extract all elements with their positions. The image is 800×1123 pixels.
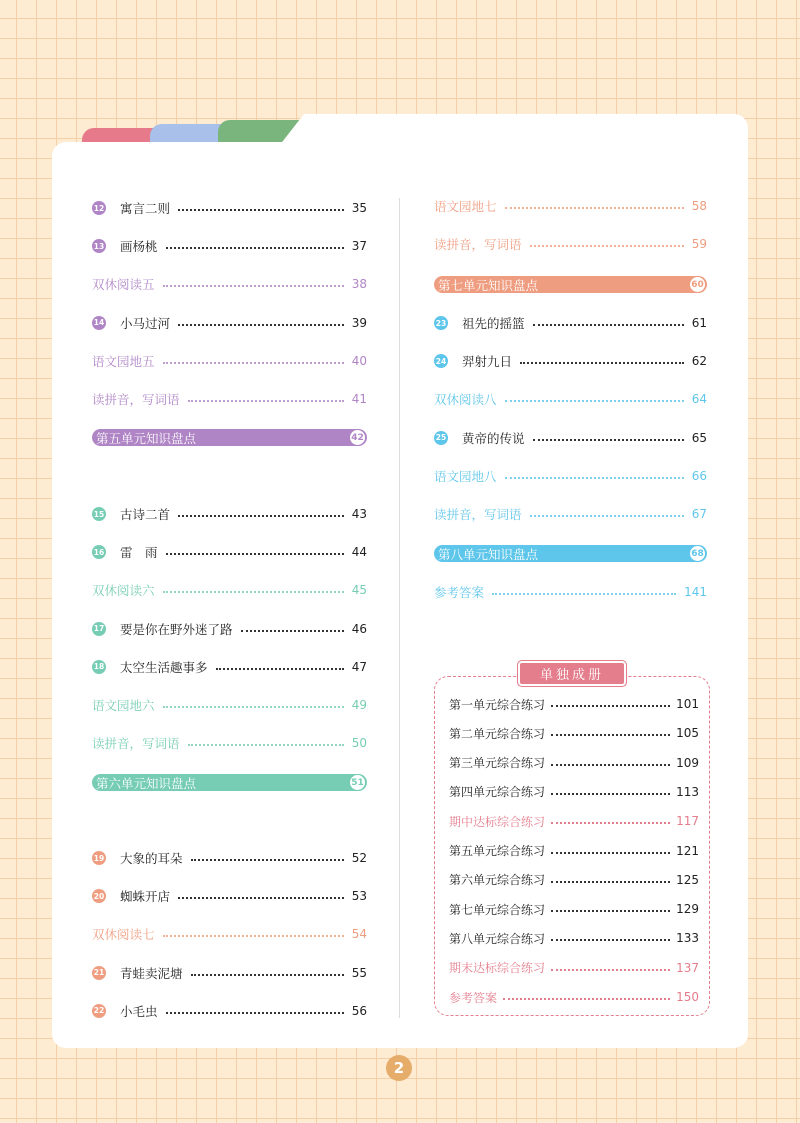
unit-review-page: 60 bbox=[690, 277, 705, 292]
dot-leader bbox=[166, 1012, 344, 1014]
booklet-entry[interactable] bbox=[449, 900, 699, 918]
dot-leader bbox=[178, 515, 344, 517]
toc-entry[interactable] bbox=[434, 582, 707, 602]
toc-entry-title: 参考答案 bbox=[434, 585, 485, 600]
dot-leader bbox=[551, 764, 670, 766]
toc-entry-page: 43 bbox=[351, 507, 367, 521]
dot-leader bbox=[533, 439, 684, 441]
booklet-entry[interactable] bbox=[449, 754, 699, 772]
dot-leader bbox=[551, 822, 670, 824]
toc-entry[interactable] bbox=[92, 389, 367, 409]
toc-entry-title: 大象的耳朵 bbox=[120, 851, 183, 866]
toc-entry-title: 小毛虫 bbox=[120, 1003, 158, 1019]
booklet-entry-title: 期末达标综合练习 bbox=[449, 961, 546, 976]
dot-leader bbox=[551, 734, 670, 736]
booklet-entry-page: 125 bbox=[676, 872, 699, 887]
dot-leader bbox=[505, 400, 684, 402]
dot-leader bbox=[241, 630, 344, 632]
booklet-entry-title: 第一单元综合练习 bbox=[449, 697, 546, 712]
booklet-entry-page: 133 bbox=[676, 931, 699, 946]
toc-entry[interactable] bbox=[92, 313, 367, 333]
toc-entry-title: 读拼音，写词语 bbox=[92, 736, 180, 752]
toc-entry-page: 56 bbox=[351, 1003, 367, 1018]
toc-entry-title: 双休阅读五 bbox=[92, 277, 155, 293]
toc-entry-title: 语文园地七 bbox=[434, 199, 497, 214]
toc-entry[interactable] bbox=[92, 1001, 367, 1021]
booklet-title: 单独成册 bbox=[520, 663, 624, 684]
dot-leader bbox=[530, 245, 684, 247]
toc-entry-page: 45 bbox=[351, 583, 367, 598]
toc-entry-page: 58 bbox=[691, 199, 707, 213]
toc-entry-title: 双休阅读七 bbox=[92, 927, 155, 943]
toc-entry-title: 祖先的摇篮 bbox=[462, 316, 525, 331]
booklet-entry-page: 113 bbox=[676, 784, 699, 799]
unit-review-page: 42 bbox=[350, 430, 365, 445]
toc-entry-title: 语文园地六 bbox=[92, 698, 155, 713]
dot-leader bbox=[492, 593, 676, 595]
toc-entry-title: 羿射九日 bbox=[462, 354, 513, 370]
dot-leader bbox=[551, 793, 670, 795]
toc-entry[interactable] bbox=[92, 657, 367, 677]
dot-leader bbox=[533, 324, 684, 326]
toc-entry-page: 65 bbox=[691, 430, 707, 445]
booklet-entry-page: 121 bbox=[676, 843, 699, 858]
toc-entry-title: 蜘蛛开店 bbox=[120, 889, 171, 905]
toc-entry-page: 38 bbox=[351, 277, 367, 292]
toc-entry-page: 52 bbox=[351, 851, 367, 865]
booklet-entry-title: 第七单元综合练习 bbox=[449, 902, 546, 917]
dot-leader bbox=[520, 362, 684, 364]
toc-entry-page: 49 bbox=[351, 698, 367, 712]
toc-entry[interactable] bbox=[92, 619, 367, 639]
column-divider bbox=[399, 198, 400, 1018]
toc-entry[interactable] bbox=[92, 274, 367, 294]
booklet-entry[interactable] bbox=[449, 959, 699, 977]
booklet-entry-title: 第三单元综合练习 bbox=[449, 756, 546, 771]
unit-review-bar[interactable] bbox=[92, 429, 367, 446]
toc-entry-page: 40 bbox=[351, 353, 367, 368]
toc-entry[interactable] bbox=[434, 196, 707, 216]
booklet-entry-page: 109 bbox=[676, 755, 699, 770]
toc-entry[interactable] bbox=[92, 848, 367, 868]
lesson-number-badge: 14 bbox=[92, 316, 106, 330]
toc-entry-page: 64 bbox=[691, 392, 707, 407]
toc-entry-page: 39 bbox=[351, 315, 367, 330]
toc-entry[interactable] bbox=[434, 234, 707, 254]
booklet-entry-title: 第二单元综合练习 bbox=[449, 726, 546, 741]
lesson-number-badge: 19 bbox=[92, 851, 106, 865]
unit-review-page: 68 bbox=[690, 546, 705, 561]
toc-entry-page: 54 bbox=[351, 927, 367, 942]
lesson-number-badge: 22 bbox=[92, 1004, 106, 1018]
toc-entry-page: 46 bbox=[351, 621, 367, 636]
lesson-number-badge: 15 bbox=[92, 507, 106, 521]
toc-entry-page: 35 bbox=[351, 201, 367, 215]
dot-leader bbox=[163, 285, 344, 287]
toc-entry-page: 67 bbox=[691, 507, 707, 521]
toc-entry-title: 青蛙卖泥塘 bbox=[120, 965, 183, 981]
dot-leader bbox=[178, 209, 344, 211]
toc-entry[interactable] bbox=[92, 236, 367, 256]
dot-leader bbox=[551, 852, 670, 854]
toc-entry-page: 141 bbox=[684, 585, 707, 599]
dot-leader bbox=[503, 998, 670, 1000]
toc-entry-title: 古诗二首 bbox=[120, 507, 171, 522]
toc-entry-title: 黄帝的传说 bbox=[462, 430, 525, 446]
toc-entry-page: 66 bbox=[691, 468, 707, 483]
booklet-entry-title: 第八单元综合练习 bbox=[449, 931, 546, 946]
booklet-entry-page: 150 bbox=[676, 990, 699, 1004]
lesson-number-badge: 25 bbox=[434, 431, 448, 445]
contents-card-tab bbox=[326, 114, 748, 174]
booklet-entry-page: 129 bbox=[676, 902, 699, 917]
toc-entry-page: 61 bbox=[691, 316, 707, 330]
dot-leader bbox=[163, 362, 344, 364]
dot-leader bbox=[166, 553, 344, 555]
dot-leader bbox=[551, 881, 670, 883]
unit-review-title: 第七单元知识盘点 bbox=[438, 277, 539, 293]
toc-entry[interactable] bbox=[434, 389, 707, 409]
booklet-entry[interactable] bbox=[449, 724, 699, 742]
lesson-number-badge: 12 bbox=[92, 201, 106, 215]
toc-entry[interactable] bbox=[92, 580, 367, 600]
toc-entry-title: 雷 雨 bbox=[120, 545, 158, 561]
dot-leader bbox=[178, 324, 344, 326]
toc-entry-title: 画杨桃 bbox=[120, 239, 158, 255]
dot-leader bbox=[191, 859, 344, 861]
dot-leader bbox=[166, 247, 344, 249]
dot-leader bbox=[505, 477, 684, 479]
lesson-number-badge: 17 bbox=[92, 622, 106, 636]
dot-leader bbox=[551, 705, 670, 707]
toc-entry-title: 寓言二则 bbox=[120, 201, 171, 216]
toc-entry[interactable] bbox=[92, 695, 367, 715]
dot-leader bbox=[163, 591, 344, 593]
toc-entry[interactable] bbox=[92, 886, 367, 906]
toc-entry-title: 读拼音，写词语 bbox=[434, 237, 522, 253]
toc-entry-title: 读拼音，写词语 bbox=[434, 507, 522, 522]
page-number: 2 bbox=[386, 1055, 412, 1081]
lesson-number-badge: 23 bbox=[434, 316, 448, 330]
toc-entry-page: 55 bbox=[351, 965, 367, 980]
dot-leader bbox=[188, 744, 344, 746]
toc-entry-title: 读拼音，写词语 bbox=[92, 392, 180, 407]
dot-leader bbox=[551, 910, 670, 912]
toc-entry-title: 太空生活趣事多 bbox=[120, 659, 208, 675]
dot-leader bbox=[551, 969, 670, 971]
dot-leader bbox=[163, 935, 344, 937]
dot-leader bbox=[188, 400, 344, 402]
unit-review-title: 第八单元知识盘点 bbox=[438, 546, 539, 562]
toc-entry-page: 44 bbox=[351, 545, 367, 560]
lesson-number-badge: 24 bbox=[434, 354, 448, 368]
booklet-entry[interactable] bbox=[449, 783, 699, 801]
booklet-entry-title: 参考答案 bbox=[449, 990, 498, 1005]
toc-entry-page: 41 bbox=[351, 392, 367, 406]
booklet-entry-title: 第四单元综合练习 bbox=[449, 785, 546, 800]
toc-entry[interactable] bbox=[92, 504, 367, 524]
booklet-entry[interactable] bbox=[449, 988, 699, 1006]
lesson-number-badge: 18 bbox=[92, 660, 106, 674]
booklet-entry[interactable] bbox=[449, 871, 699, 889]
dot-leader bbox=[505, 207, 684, 209]
dot-leader bbox=[216, 668, 344, 670]
unit-review-bar[interactable] bbox=[92, 774, 367, 791]
toc-entry-page: 47 bbox=[351, 659, 367, 674]
unit-review-title: 第六单元知识盘点 bbox=[96, 775, 197, 791]
toc-entry[interactable] bbox=[434, 351, 707, 371]
toc-entry[interactable] bbox=[434, 466, 707, 486]
toc-entry[interactable] bbox=[434, 313, 707, 333]
booklet-entry-page: 105 bbox=[676, 726, 699, 741]
dot-leader bbox=[530, 515, 684, 517]
dot-leader bbox=[191, 974, 344, 976]
toc-entry-page: 53 bbox=[351, 889, 367, 904]
lesson-number-badge: 16 bbox=[92, 545, 106, 559]
toc-entry-title: 语文园地五 bbox=[92, 353, 155, 369]
lesson-number-badge: 13 bbox=[92, 239, 106, 253]
dot-leader bbox=[551, 939, 670, 941]
toc-entry-page: 59 bbox=[691, 237, 707, 252]
booklet-entry-page: 101 bbox=[676, 697, 699, 711]
booklet-entry-title: 第五单元综合练习 bbox=[449, 844, 546, 858]
toc-entry[interactable] bbox=[434, 504, 707, 524]
unit-review-bar[interactable] bbox=[434, 545, 707, 562]
toc-entry[interactable] bbox=[92, 963, 367, 983]
booklet-entry[interactable] bbox=[449, 812, 699, 830]
lesson-number-badge: 20 bbox=[92, 889, 106, 903]
dot-leader bbox=[163, 706, 344, 708]
toc-entry-title: 双休阅读六 bbox=[92, 583, 155, 599]
toc-entry-title: 语文园地八 bbox=[434, 468, 497, 484]
booklet-entry-title: 期中达标综合练习 bbox=[449, 814, 546, 829]
lesson-number-badge: 21 bbox=[92, 966, 106, 980]
toc-entry[interactable] bbox=[92, 924, 367, 944]
booklet-entry-page: 137 bbox=[676, 960, 699, 975]
toc-entry-page: 37 bbox=[351, 239, 367, 254]
toc-entry-page: 50 bbox=[351, 736, 367, 751]
booklet-entry[interactable] bbox=[449, 842, 699, 860]
toc-entry-page: 62 bbox=[691, 354, 707, 369]
toc-entry-title: 要是你在野外迷了路 bbox=[120, 621, 233, 637]
booklet-entry-title: 第六单元综合练习 bbox=[449, 873, 546, 888]
toc-entry[interactable] bbox=[92, 198, 367, 218]
unit-review-bar[interactable] bbox=[434, 276, 707, 293]
unit-review-page: 51 bbox=[350, 775, 365, 790]
booklet-entry-page: 117 bbox=[676, 814, 699, 829]
toc-entry-title: 双休阅读八 bbox=[434, 392, 497, 408]
toc-entry[interactable] bbox=[92, 733, 367, 753]
dot-leader bbox=[178, 897, 344, 899]
booklet-entry[interactable] bbox=[449, 929, 699, 947]
toc-entry[interactable] bbox=[434, 428, 707, 448]
toc-entry[interactable] bbox=[92, 351, 367, 371]
toc-entry[interactable] bbox=[92, 542, 367, 562]
booklet-entry[interactable] bbox=[449, 695, 699, 713]
toc-entry-title: 小马过河 bbox=[120, 315, 171, 331]
unit-review-title: 第五单元知识盘点 bbox=[96, 430, 197, 446]
